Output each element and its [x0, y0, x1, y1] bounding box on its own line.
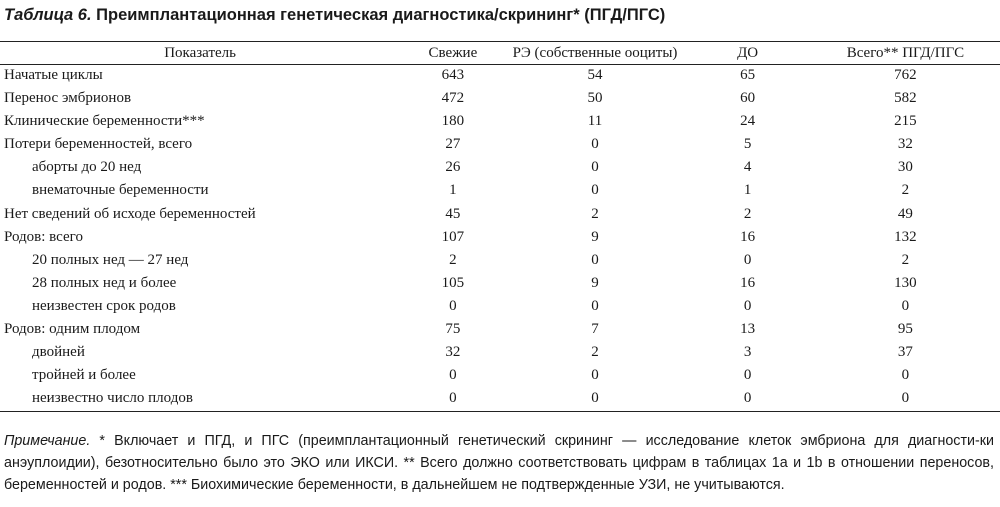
cell-total: 30: [897, 159, 913, 176]
row-label: 20 полных нед — 27 нед: [32, 251, 189, 268]
row-label: неизвестен срок родов: [32, 297, 176, 314]
table-row: [0, 203, 1000, 226]
cell-re-own-oocytes: 0: [591, 159, 599, 176]
cell-re-own-oocytes: 50: [587, 90, 603, 107]
data-table: [0, 42, 1000, 410]
cell-total: 0: [901, 367, 910, 384]
header-fresh: Свежие: [428, 45, 478, 61]
row-label: Родов: одним плодом: [4, 321, 141, 338]
cell-donor-oocytes: 2: [743, 205, 752, 222]
cell-fresh: 472: [441, 90, 465, 107]
cell-fresh: 1: [449, 182, 457, 199]
cell-donor-oocytes: 13: [740, 321, 756, 338]
cell-total: 2: [901, 182, 910, 199]
cell-re-own-oocytes: 2: [591, 205, 599, 222]
table-row: [0, 341, 1000, 364]
cell-re-own-oocytes: 11: [587, 113, 603, 130]
cell-re-own-oocytes: 2: [591, 344, 599, 361]
cell-fresh: 180: [441, 113, 465, 130]
cell-fresh: 0: [449, 367, 457, 384]
cell-fresh: 107: [441, 228, 465, 245]
table-body: [0, 64, 1000, 410]
table-row: [0, 318, 1000, 341]
table-row: [0, 156, 1000, 179]
header-re-own-oocytes: РЭ (собственные ооциты): [512, 45, 678, 61]
cell-fresh: 75: [445, 321, 461, 338]
cell-total: 215: [894, 113, 917, 130]
row-label: Родов: всего: [4, 228, 83, 245]
table-title: [4, 6, 665, 25]
cell-fresh: 0: [449, 297, 457, 314]
header-indicator: Показатель: [164, 45, 236, 61]
cell-donor-oocytes: 4: [743, 159, 752, 176]
cell-total: 37: [897, 344, 913, 361]
table-row: [0, 249, 1000, 272]
row-label: Начатые циклы: [4, 67, 103, 83]
cell-fresh: 2: [449, 251, 457, 268]
row-label: Потери беременностей, всего: [4, 136, 193, 153]
cell-fresh: 643: [441, 67, 465, 83]
bottom-rule: [0, 411, 1000, 412]
cell-fresh: 32: [445, 344, 461, 361]
cell-total: 0: [901, 297, 910, 314]
header-total: Всего** ПГД/ПГС: [846, 45, 965, 61]
table-number: Таблица 6.: [4, 6, 92, 24]
row-label: аборты до 20 нед: [32, 159, 142, 176]
table-row: [0, 179, 1000, 202]
cell-re-own-oocytes: 54: [587, 67, 603, 83]
cell-donor-oocytes: 1: [743, 182, 752, 199]
cell-donor-oocytes: 5: [743, 136, 752, 153]
cell-donor-oocytes: 3: [743, 344, 752, 361]
cell-fresh: 0: [449, 390, 457, 407]
cell-fresh: 26: [445, 159, 461, 176]
cell-re-own-oocytes: 0: [591, 367, 599, 384]
row-label: Нет сведений об исходе беременностей: [4, 205, 256, 222]
cell-total: 2: [901, 251, 910, 268]
footnote-text: * Включает и ПГД, и ПГС (преимплантационный генетический скрининг — исследование клеток эмбриона для диагности-ки анэуплоидии), безотносительно было это ЭКО или ИКСИ. ** Всего должно соответствовать цифрам в таблицах 1а и 1b в отношении переносов, беременностей и родов. *** Биохимические беременности, в дальнейшем не подтвержденные УЗИ, не учитываются.: [4, 433, 994, 493]
cell-donor-oocytes: 0: [743, 251, 752, 268]
row-label: внематочные беременности: [32, 182, 209, 199]
cell-total: 130: [894, 274, 917, 291]
cell-total: 32: [897, 136, 913, 153]
cell-donor-oocytes: 24: [740, 113, 756, 130]
row-label: Клинические беременности***: [4, 113, 205, 130]
row-label: неизвестно число плодов: [32, 390, 193, 407]
table-row: [0, 110, 1000, 133]
cell-donor-oocytes: 60: [740, 90, 756, 107]
table-row: [0, 226, 1000, 249]
cell-donor-oocytes: 16: [740, 228, 756, 245]
cell-donor-oocytes: 16: [740, 274, 756, 291]
table-row: [0, 295, 1000, 318]
cell-total: 582: [894, 90, 917, 107]
cell-donor-oocytes: 0: [743, 297, 752, 314]
footnote-label: Примечание.: [4, 433, 91, 449]
cell-re-own-oocytes: 9: [591, 274, 599, 291]
row-label: двойней: [32, 344, 85, 361]
cell-fresh: 27: [445, 136, 461, 153]
footnote: [4, 430, 994, 496]
cell-donor-oocytes: 65: [740, 67, 756, 83]
cell-donor-oocytes: 0: [743, 367, 752, 384]
cell-re-own-oocytes: 0: [591, 136, 599, 153]
cell-total: 95: [897, 321, 913, 338]
cell-total: 762: [894, 67, 917, 83]
cell-total: 49: [897, 205, 913, 222]
cell-re-own-oocytes: 9: [591, 228, 599, 245]
header-donor-oocytes: ДО: [737, 45, 759, 61]
cell-re-own-oocytes: 0: [591, 297, 599, 314]
cell-fresh: 45: [445, 205, 461, 222]
table-row: [0, 272, 1000, 295]
cell-re-own-oocytes: 0: [591, 182, 599, 199]
cell-re-own-oocytes: 0: [591, 251, 599, 268]
cell-fresh: 105: [441, 274, 465, 291]
cell-total: 0: [901, 390, 910, 407]
cell-donor-oocytes: 0: [743, 390, 752, 407]
table-row: [0, 364, 1000, 387]
table-row: [0, 64, 1000, 87]
row-label: Перенос эмбрионов: [4, 90, 132, 107]
row-label: 28 полных нед и более: [32, 274, 177, 291]
cell-re-own-oocytes: 0: [591, 390, 599, 407]
header-row: [0, 42, 1000, 64]
row-label: тройней и более: [32, 367, 136, 384]
table-row: [0, 133, 1000, 156]
table-caption: Преимплантационная генетическая диагностика/скрининг* (ПГД/ПГС): [96, 6, 666, 24]
cell-total: 132: [894, 228, 917, 245]
table-row: [0, 87, 1000, 110]
table-row: [0, 387, 1000, 410]
cell-re-own-oocytes: 7: [591, 321, 599, 338]
